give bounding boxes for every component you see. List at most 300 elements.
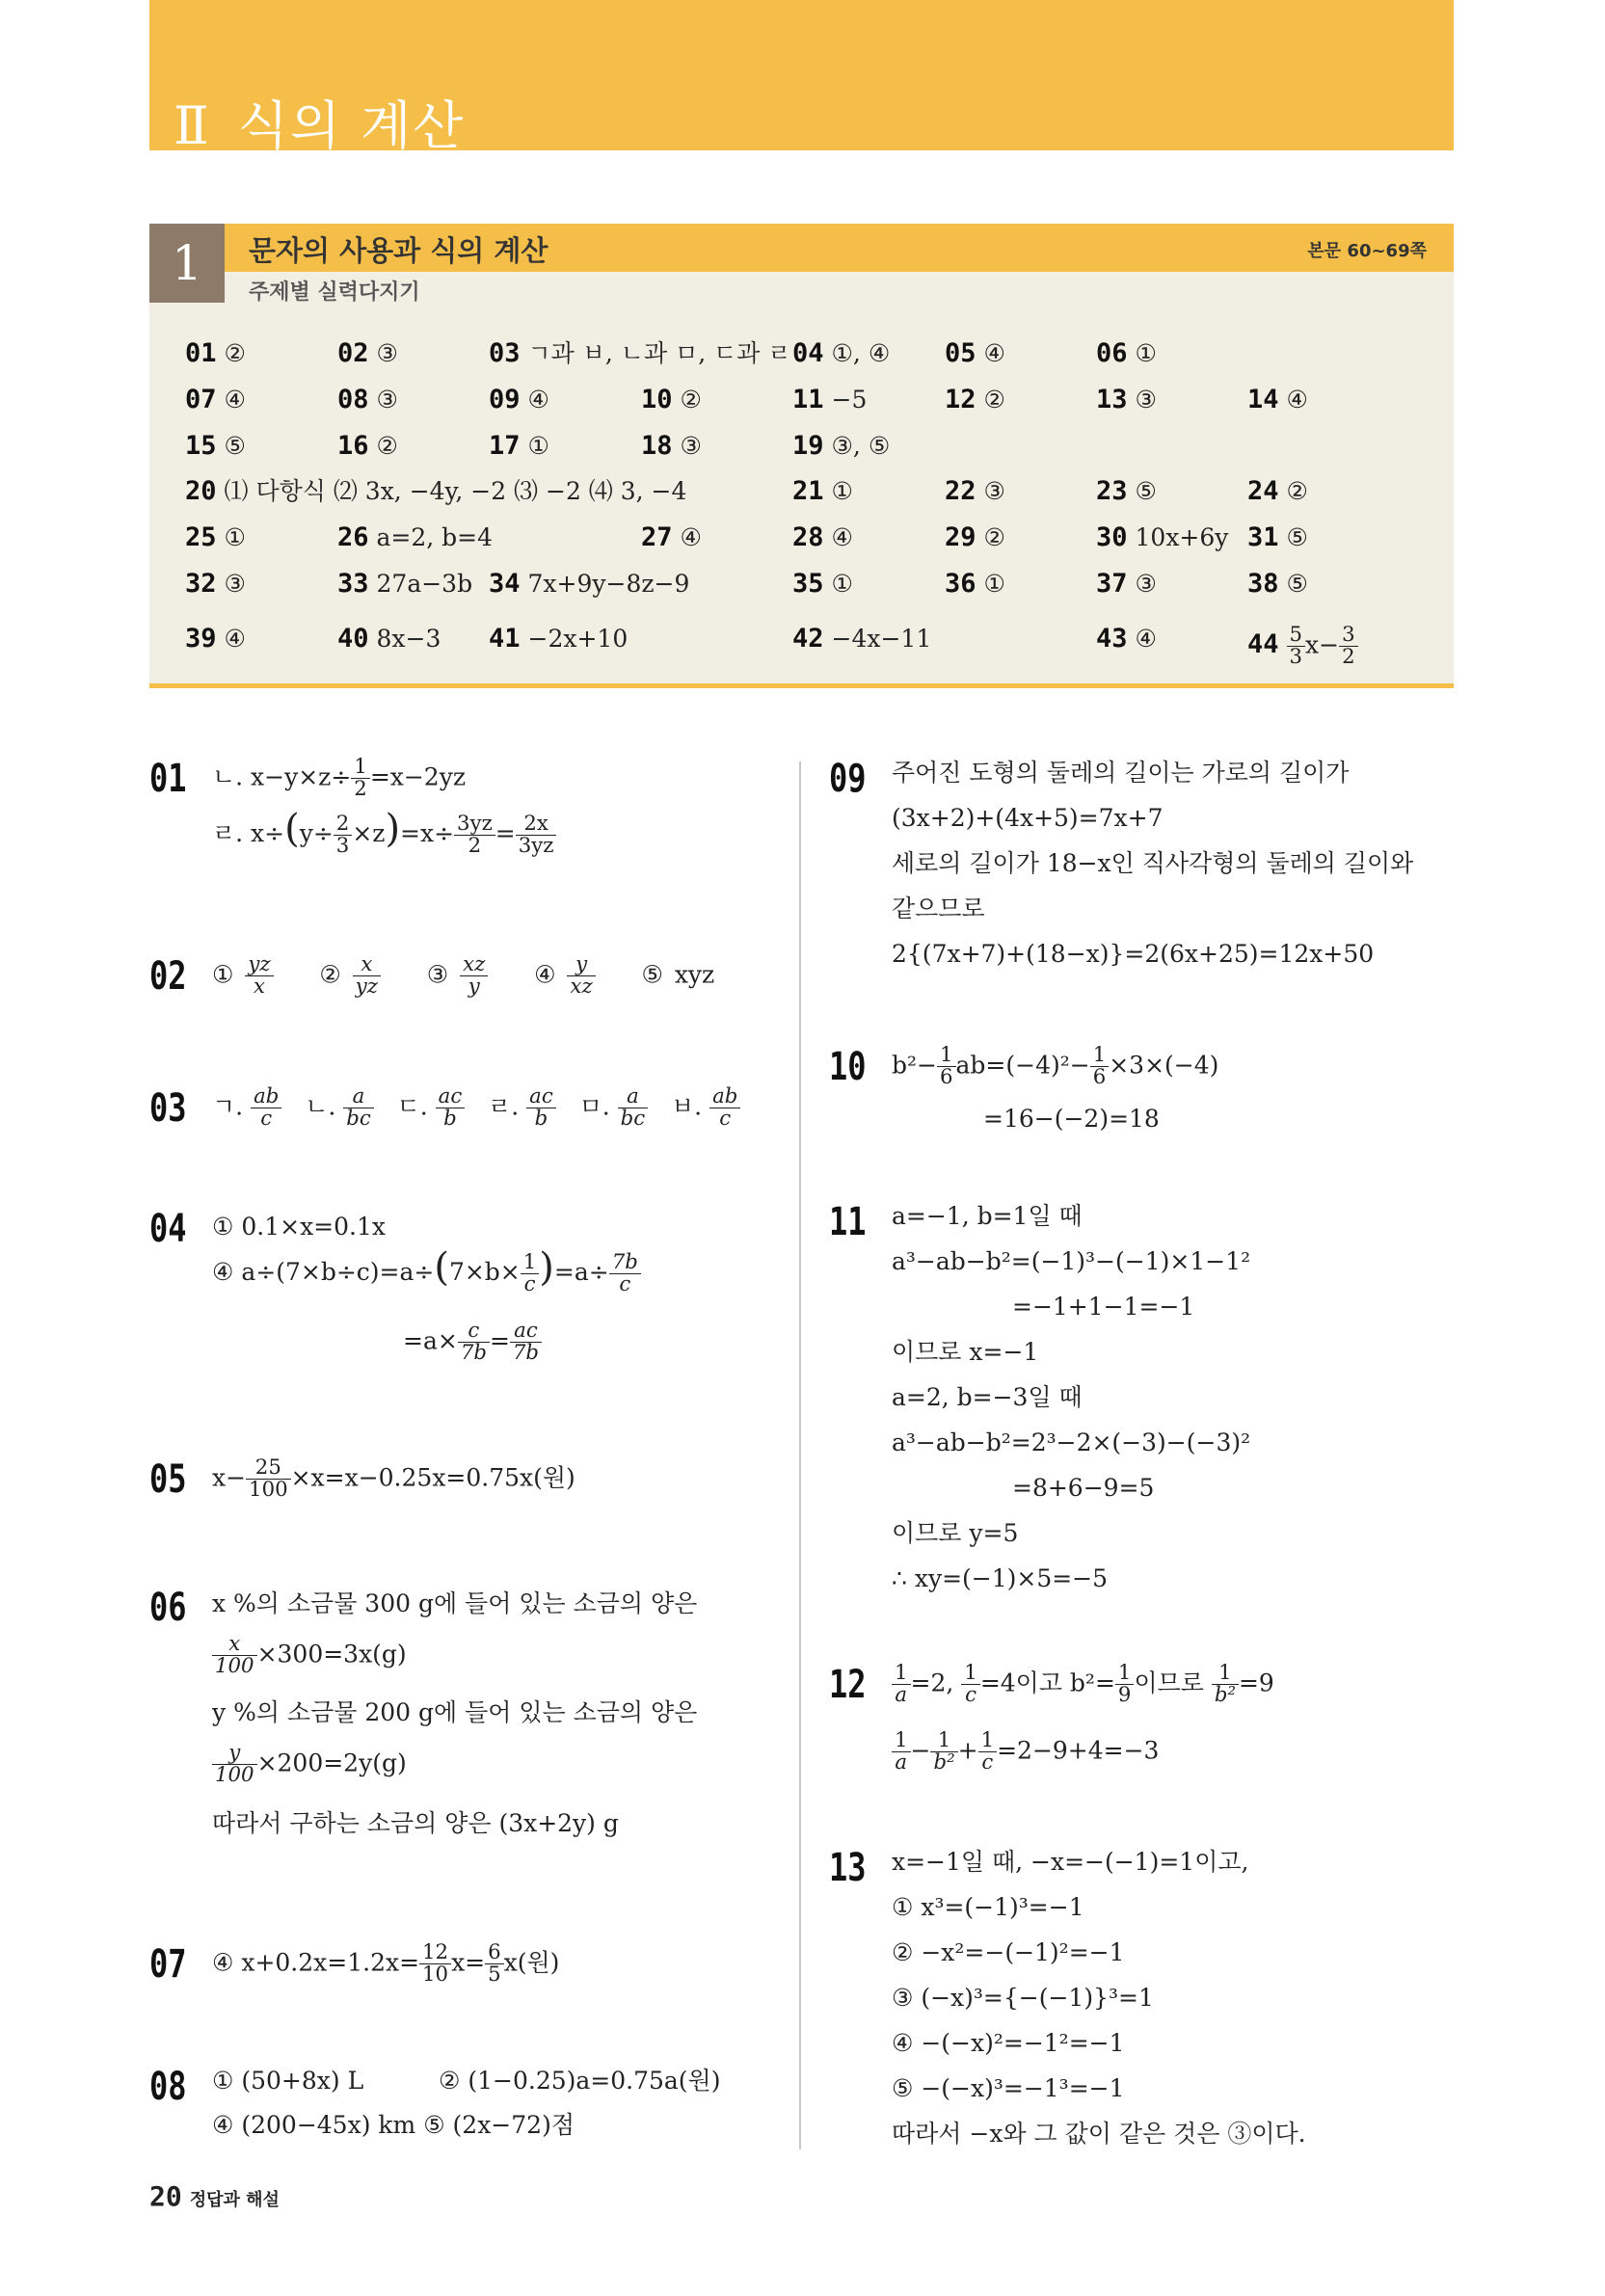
answer-number: 35 (792, 569, 824, 599)
answer-value: −2x+10 (527, 625, 629, 653)
solution-line: ⑤ −(−x)³=−1³=−1 (892, 2074, 1125, 2102)
answer-number: 21 (792, 476, 824, 506)
answer-number: 24 (1247, 476, 1279, 506)
denominator: 100 (249, 1478, 288, 1503)
text: = (495, 819, 516, 847)
answer-key-item (1247, 570, 1308, 599)
text: =2−9+4=−3 (997, 1736, 1160, 1765)
answer-value: 10x+6y (1135, 523, 1229, 551)
solution-number: 04 (149, 1207, 187, 1251)
numerator: 5 (1287, 625, 1306, 647)
answer-number: 34 (489, 569, 521, 599)
solution-line: a=2, b=−3일 때 (892, 1383, 1083, 1411)
fraction (485, 1942, 504, 1987)
solution-number: 06 (149, 1586, 187, 1630)
text: =a÷ (553, 1258, 609, 1286)
answer-number: 43 (1096, 624, 1128, 654)
numerator: 1 (1090, 1045, 1110, 1067)
answer-value: ③, ⑤ (831, 432, 891, 460)
answer-key-item (792, 570, 853, 599)
solution-line: ① 0.1×x=0.1x (212, 1213, 386, 1241)
answer-value: ③ (376, 339, 398, 367)
answer-number: 30 (1096, 522, 1128, 552)
numerator: 12 (419, 1942, 451, 1964)
denominator: 3 (1289, 645, 1303, 670)
answer-value: ③ (680, 432, 702, 460)
answer-key-item (792, 432, 890, 461)
denominator: bc (346, 1107, 371, 1132)
fraction (521, 1249, 540, 1296)
answer-value: ④ (224, 625, 246, 653)
footer-text: 정답과 해설 (189, 2190, 280, 2210)
text: = (489, 1326, 510, 1355)
answer-value: ③ (376, 386, 398, 414)
fraction (1287, 625, 1306, 669)
answer-value: ⑤ (1286, 523, 1308, 551)
answer-number: 27 (641, 522, 673, 552)
text: x(원) (503, 1948, 560, 1977)
text: ×3×(−4) (1109, 1051, 1219, 1080)
text: y÷ (299, 819, 334, 847)
answer-value: ④ (680, 523, 702, 551)
text: =4이고 b²= (979, 1669, 1115, 1697)
answer-key-item (489, 432, 549, 461)
answer-number: 41 (489, 624, 521, 654)
solution-line: 같으므로 (892, 894, 985, 922)
denominator: b² (1214, 1683, 1236, 1708)
answer-key-item (1247, 523, 1308, 552)
fraction (246, 1457, 291, 1502)
numerator: a (618, 1086, 649, 1108)
answer-number: 22 (945, 476, 976, 506)
denominator: c (719, 1107, 732, 1132)
denominator: xz (570, 974, 593, 1000)
solution-line: =8+6−9=5 (1012, 1474, 1155, 1502)
fraction (351, 757, 370, 801)
answer-number: 02 (337, 338, 369, 368)
answer-value: ④ (831, 523, 853, 551)
numerator: c (458, 1321, 490, 1343)
answer-number: 05 (945, 338, 976, 368)
answer-number: 11 (792, 385, 824, 414)
answer-number: 20 (185, 476, 217, 506)
answer-value: ③ (1135, 570, 1157, 598)
answer-key-item (185, 523, 246, 552)
answer-value: ② (680, 386, 702, 414)
answer-value: ② (983, 523, 1005, 551)
answer-number: 32 (185, 569, 217, 599)
answer-key-item (1247, 386, 1308, 414)
answer-key-item (185, 386, 246, 414)
solution-line (212, 1942, 559, 1987)
answer-number: 44 (1247, 629, 1279, 660)
answer-number: 36 (945, 569, 976, 599)
answer-value: ㄱ과 ㅂ, ㄴ과 ㅁ, ㄷ과 ㄹ (527, 339, 791, 367)
solution-line: 이므로 y=5 (892, 1519, 1019, 1547)
item-marker: ㄴ. (305, 1092, 336, 1121)
answer-key-bottom-rule (149, 683, 1454, 688)
answer-key-item (1096, 523, 1228, 552)
numerator: ac (526, 1086, 556, 1108)
fraction (245, 954, 273, 999)
page-footer (149, 2180, 280, 2212)
answer-key-item (337, 523, 493, 552)
fraction (618, 1086, 649, 1131)
answer-key-item (792, 339, 890, 368)
answer-key-item (337, 386, 398, 414)
denominator: c (619, 1272, 631, 1296)
solution-line (892, 1663, 1274, 1707)
fraction (930, 1730, 957, 1775)
answer-number: 16 (337, 431, 369, 461)
text: ×200=2y(g) (256, 1749, 407, 1777)
fraction (458, 1321, 490, 1365)
denominator: 5 (488, 1962, 501, 1988)
numerator: ac (436, 1086, 466, 1108)
choice-marker: ④ (534, 960, 556, 989)
solution-line (403, 1321, 542, 1365)
answer-key-item (792, 523, 853, 552)
solution-line: 따라서 구하는 소금의 양은 (3x+2y) g (212, 1809, 619, 1837)
fraction (1339, 625, 1358, 669)
answer-value: ⑤ (1135, 477, 1157, 505)
solution-line (212, 1457, 575, 1502)
answer-key-item (945, 570, 1005, 599)
answer-key-item (641, 386, 702, 414)
answer-number: 01 (185, 338, 217, 368)
solution-number: 07 (149, 1942, 187, 1987)
fraction (1212, 1663, 1239, 1707)
answer-number: 39 (185, 624, 217, 654)
section-subtitle: 주제별 실력다지기 (249, 280, 420, 305)
answer-key-item (489, 570, 689, 599)
chapter-title (174, 85, 466, 159)
solution-line: x %의 소금물 300 g에 들어 있는 소금의 양은 (212, 1589, 698, 1617)
answer-key-item (1247, 625, 1358, 669)
solution-line (212, 757, 466, 801)
text: 이므로 (1134, 1669, 1204, 1697)
item-marker: ㅂ. (671, 1092, 703, 1121)
denominator: b (443, 1107, 457, 1132)
solution-line: a=−1, b=1일 때 (892, 1202, 1083, 1230)
answer-value: x− (1305, 630, 1340, 659)
answer-value: ② (224, 339, 246, 367)
answer-number: 17 (489, 431, 521, 461)
answer-value: ① (983, 570, 1005, 598)
solution-line: 2{(7x+7)+(18−x)}=2(6x+25)=12x+50 (892, 940, 1375, 968)
answer-number: 28 (792, 522, 824, 552)
answer-value: ① (1135, 339, 1157, 367)
numerator: 1 (892, 1663, 911, 1685)
answer-number: 38 (1247, 569, 1279, 599)
answer-key-item (1096, 386, 1157, 414)
numerator: x (212, 1634, 257, 1656)
fraction (212, 1634, 257, 1678)
solution-number: 08 (149, 2065, 187, 2109)
answer-value: 8x−3 (376, 625, 441, 653)
solution-line: ① x³=(−1)³=−1 (892, 1893, 1084, 1921)
numerator: x (353, 954, 381, 976)
numerator: 25 (246, 1457, 291, 1480)
section-number: 1 (149, 224, 225, 303)
solution-number: 10 (829, 1045, 867, 1089)
solution-line: (3x+2)+(4x+5)=7x+7 (892, 804, 1164, 832)
answer-key-item (792, 477, 853, 506)
denominator: 10 (422, 1962, 449, 1988)
answer-number: 23 (1096, 476, 1128, 506)
fraction (567, 954, 595, 999)
fraction (961, 1663, 980, 1707)
fraction (353, 954, 381, 999)
numerator: 1 (961, 1663, 980, 1685)
answer-key-item (945, 477, 1005, 506)
fraction (709, 1086, 740, 1131)
fraction (343, 1086, 374, 1131)
chapter-title-text: 식의 계산 (237, 95, 466, 156)
solution-line: ④ a÷(7×b÷c)=a÷(7×b× $\frac{1}{c}$ )=a÷ $\frac{7b}{c}$ (212, 1251, 641, 1295)
solution-line (212, 954, 714, 999)
denominator: 2 (1342, 645, 1355, 670)
numerator: 1 (892, 1730, 911, 1752)
fraction (436, 1086, 466, 1131)
denominator: b² (933, 1750, 955, 1775)
text: ④ a÷(7×b÷c)=a÷ (212, 1258, 435, 1286)
text: ×x=x−0.25x=0.75x(원) (290, 1463, 575, 1492)
text: ×300=3x(g) (256, 1640, 407, 1669)
solution-line: 세로의 길이가 18−x인 직사각형의 둘레의 길이와 (892, 849, 1414, 877)
numerator: yz (245, 954, 273, 976)
item-marker: ㄹ. (488, 1092, 520, 1121)
text: ×z (352, 819, 386, 847)
solution-number: 01 (149, 757, 187, 801)
numerator: 3 (1339, 625, 1358, 647)
fraction (892, 1663, 911, 1707)
solution-line: ② −x²=−(−1)²=−1 (892, 1938, 1125, 1966)
answer-key-item (337, 625, 441, 654)
answer-number: 25 (185, 522, 217, 552)
answer-number: 04 (792, 338, 824, 368)
fraction (937, 1045, 956, 1089)
answer-key-item (1096, 339, 1157, 368)
denominator: 6 (1092, 1065, 1107, 1090)
answer-value: −5 (831, 386, 868, 414)
solution-line: ② (1−0.25)a=0.75a(원) (439, 2067, 721, 2095)
answer-number: 13 (1096, 385, 1128, 414)
choice-marker: ③ (426, 960, 449, 989)
answer-value: ⑴ 다항식 ⑵ 3x, −4y, −2 ⑶ −2 ⑷ 3, −4 (224, 477, 687, 505)
text: x= (451, 1948, 486, 1977)
denominator: 7b (460, 1341, 487, 1366)
text: =2, (910, 1669, 954, 1697)
answer-number: 40 (337, 624, 369, 654)
numerator: 1 (1115, 1663, 1135, 1685)
text: − (910, 1736, 931, 1765)
numerator: 6 (485, 1942, 504, 1964)
answer-number: 19 (792, 431, 824, 461)
fraction (510, 1321, 542, 1365)
denominator: 100 (215, 1654, 254, 1679)
numerator: 1 (1212, 1663, 1239, 1685)
denominator: b (534, 1107, 548, 1132)
solution-line: =−1+1−1=−1 (1012, 1293, 1195, 1321)
item-marker: ㄱ. (212, 1092, 244, 1121)
choice-marker: ① (212, 960, 234, 989)
denominator: bc (620, 1107, 646, 1132)
denominator: 2 (468, 834, 482, 858)
answer-value: 27a−3b (376, 570, 473, 598)
numerator: y (212, 1743, 257, 1765)
numerator: ab (251, 1086, 281, 1108)
denominator: 100 (215, 1763, 254, 1788)
answer-key-item (945, 339, 1005, 368)
denominator: 3 (335, 834, 350, 858)
denominator: yz (355, 974, 378, 1000)
numerator: xz (460, 954, 488, 976)
answer-number: 37 (1096, 569, 1128, 599)
solution-number: 09 (829, 757, 867, 801)
fraction (251, 1086, 281, 1131)
text: 7×b× (448, 1258, 521, 1286)
solution-line: 주어진 도형의 둘레의 길이는 가로의 길이가 (892, 759, 1350, 787)
text: =a× (403, 1326, 458, 1355)
answer-number: 12 (945, 385, 976, 414)
answer-value: ① (224, 523, 246, 551)
solution-line: ③ (−x)³={−(−1)}³=1 (892, 1984, 1154, 2012)
text: x− (212, 1463, 247, 1492)
text: ㄴ. x−y×z÷ (212, 762, 352, 791)
solution-line: ㄹ. x÷(y÷ $\frac{2}{3}$ ×z)=x÷ $\frac{3yz}{2}$ = $\frac{2x}{3yz}$ (212, 813, 556, 857)
answer-value: 7x+9y−8z−9 (527, 570, 690, 598)
denominator: c (981, 1750, 994, 1775)
item-marker: ㅁ. (578, 1092, 610, 1121)
denominator: 7b (512, 1341, 540, 1366)
answer-value: ④ (527, 386, 549, 414)
answer-key-item (337, 339, 398, 368)
solution-line (212, 1743, 407, 1787)
answer-key-item (185, 570, 246, 599)
answer-key-item (792, 625, 931, 654)
fraction (419, 1942, 451, 1987)
numerator: ac (510, 1321, 542, 1343)
page-number: 20 (149, 2180, 182, 2212)
answer-number: 31 (1247, 522, 1279, 552)
solution-line (892, 1730, 1159, 1775)
answer-number: 26 (337, 522, 369, 552)
solution-line: 이므로 x=−1 (892, 1338, 1039, 1366)
text: ④ x+0.2x=1.2x= (212, 1948, 420, 1977)
answer-key-item (185, 477, 686, 506)
text: =x−2yz (369, 762, 467, 791)
answer-key-item (792, 386, 867, 414)
answer-value: a=2, b=4 (376, 523, 494, 551)
answer-key-item (337, 570, 472, 599)
answer-number: 29 (945, 522, 976, 552)
answer-number: 15 (185, 431, 217, 461)
denominator: 2 (354, 777, 367, 802)
answer-value: −4x−11 (831, 625, 932, 653)
answer-number: 09 (489, 385, 521, 414)
answer-value: ① (831, 570, 853, 598)
solution-line (212, 1634, 407, 1678)
text: ab=(−4)²− (955, 1051, 1090, 1080)
item-marker: ㄷ. (396, 1092, 428, 1121)
answer-number: 07 (185, 385, 217, 414)
answer-number: 10 (641, 385, 673, 414)
denominator: 6 (939, 1065, 953, 1090)
answer-key-item (1096, 570, 1157, 599)
fraction (978, 1730, 998, 1775)
text: ㄹ. x÷ (212, 819, 285, 847)
numerator: 1 (521, 1252, 540, 1274)
answer-value: ④ (1135, 625, 1157, 653)
solution-line: ∴ xy=(−1)×5=−5 (892, 1564, 1109, 1592)
answer-key-item (1247, 477, 1308, 506)
answer-value: ⑤ (1286, 570, 1308, 598)
fraction (334, 811, 353, 858)
answer-key-item (489, 339, 791, 368)
answer-value: ② (1286, 477, 1308, 505)
denominator: y (468, 974, 480, 1000)
choice-marker: ② (319, 960, 341, 989)
solution-line: a³−ab−b²=(−1)³−(−1)×1−1² (892, 1247, 1251, 1275)
numerator: 3yz (454, 814, 495, 836)
answer-value: ① (527, 432, 549, 460)
solution-number: 13 (829, 1846, 867, 1890)
fraction (1115, 1663, 1135, 1707)
answer-value: ② (376, 432, 398, 460)
solution-line: a³−ab−b²=2³−2×(−3)−(−3)² (892, 1428, 1251, 1456)
choice-text: ⑤ xyz (641, 960, 715, 989)
solution-line: ④ −(−x)²=−1²=−1 (892, 2029, 1125, 2057)
text: + (957, 1736, 978, 1765)
answer-key-item (641, 432, 702, 461)
section-pages: 본문 60~69쪽 (1307, 241, 1427, 261)
fraction (526, 1086, 556, 1131)
answer-value: ①, ④ (831, 339, 891, 367)
solution-number: 11 (829, 1200, 867, 1244)
fraction (892, 1730, 911, 1775)
column-divider (799, 761, 801, 2149)
denominator: a (895, 1683, 908, 1708)
fraction (1090, 1045, 1110, 1089)
answer-key-item (489, 625, 628, 654)
answer-key-item (945, 523, 1005, 552)
answer-key-item (641, 523, 702, 552)
denominator: a (895, 1750, 908, 1775)
solution-line: ④ (200−45x) km ⑤ (2x−72)점 (212, 2111, 575, 2139)
answer-key-item (185, 432, 246, 461)
fraction (454, 811, 495, 858)
fraction (516, 811, 557, 858)
answer-value: ① (831, 477, 853, 505)
solution-line: ① (50+8x) L (212, 2067, 364, 2095)
solution-line: x=−1일 때, −x=−(−1)=1이고, (892, 1848, 1249, 1876)
answer-key-item (1096, 477, 1157, 506)
denominator: c (260, 1107, 273, 1132)
answer-value: ⑤ (224, 432, 246, 460)
numerator: ab (709, 1086, 740, 1108)
answer-number: 18 (641, 431, 673, 461)
denominator: c (523, 1272, 536, 1296)
fraction (212, 1743, 257, 1787)
answer-number: 42 (792, 624, 824, 654)
section-title: 문자의 사용과 식의 계산 (249, 234, 548, 267)
answer-key-item (945, 386, 1005, 414)
answer-value: ③ (224, 570, 246, 598)
solution-line (212, 1086, 740, 1131)
fraction (609, 1249, 641, 1296)
answer-value: ④ (224, 386, 246, 414)
